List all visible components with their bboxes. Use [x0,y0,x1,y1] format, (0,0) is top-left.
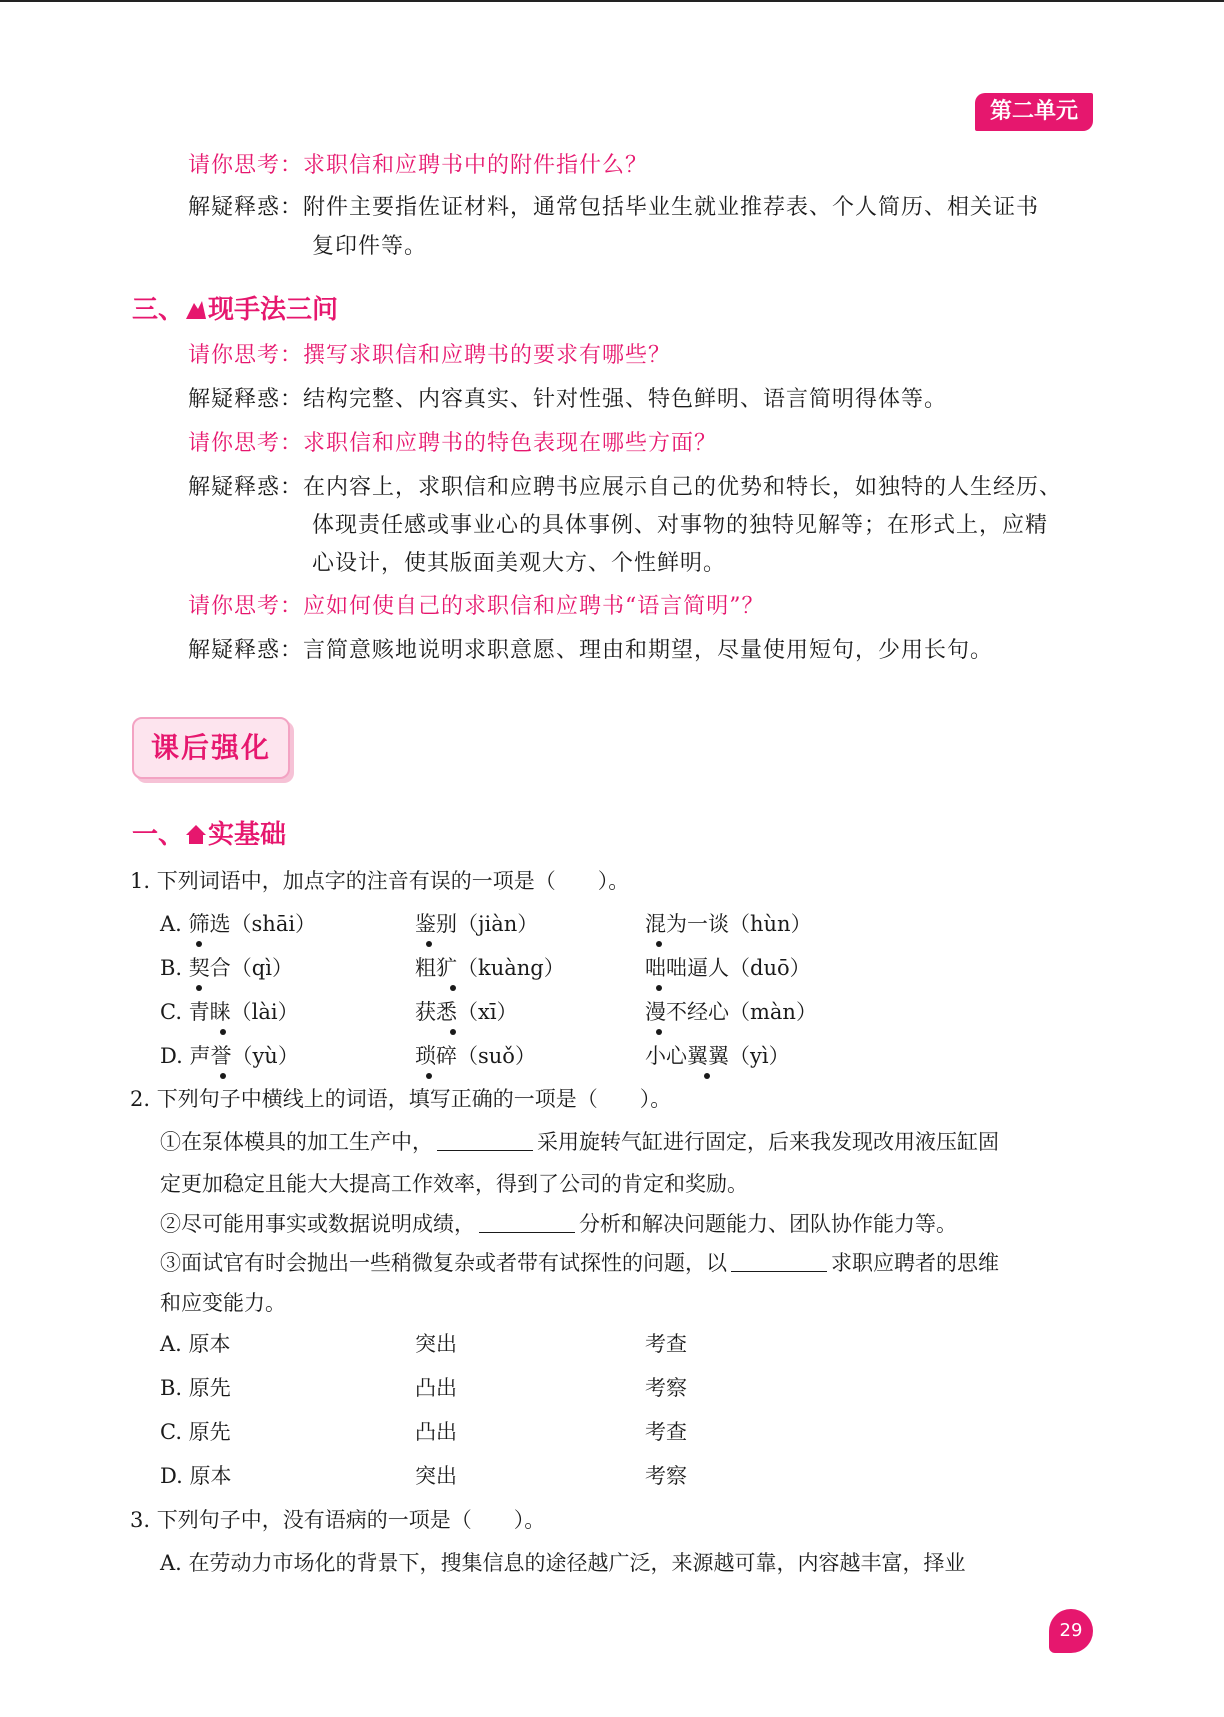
fill-blank [437,1132,533,1151]
sentence-line: 和应变能力。 [160,1291,286,1315]
option-cell: B. 契合（qì） [160,956,293,980]
fill-blank [479,1214,575,1233]
answer-text: 附件主要指佐证材料，通常包括毕业生就业推荐表、个人简历、相关证书 [303,195,1040,220]
answer-continuation: 体现责任感或事业心的具体事例、对事物的独特见解等；在形式上，应精 [312,513,1049,538]
option-cell: 突出 [415,1464,457,1488]
option-cell: C. 青睐（lài） [160,1000,299,1024]
section-title: 现手法三问 [208,295,339,325]
section-number: 一、 [132,820,185,850]
answer-label: 解疑释惑： [188,638,304,663]
option-cell: 考察 [645,1376,687,1400]
section-heading-3 [132,293,338,327]
question-stem: 3. 下列句子中，没有语病的一项是（ ）。 [130,1508,546,1532]
page-number: 29 [1049,1609,1093,1653]
emphasis-dot [426,1073,432,1079]
option-line: A. 在劳动力市场化的背景下，搜集信息的途径越广泛，来源越可靠，内容越丰富，择业 [160,1551,966,1575]
option-cell: A. 原本 [160,1332,231,1356]
question-stem: 1. 下列词语中，加点字的注音有误的一项是（ ）。 [130,869,630,893]
answer-line [188,473,1062,503]
answer-text: 在内容上，求职信和应聘书应展示自己的优势和特长，如独特的人生经历、 [303,475,1063,500]
answer-line [188,636,993,666]
question-text: 应如何使自己的求职信和应聘书“语言简明”？ [303,594,765,619]
option-cell: D. 原本 [160,1464,232,1488]
emphasis-dot [196,985,202,991]
option-cell: 鉴别（jiàn） [415,912,539,936]
sentence-line [160,1127,999,1157]
question-text: 求职信和应聘书的特色表现在哪些方面？ [303,431,718,456]
emphasis-dot [656,1029,662,1035]
option-cell: 小心翼翼（yì） [645,1044,790,1068]
question-stem: 2. 下列句子中横线上的词语，填写正确的一项是（ ）。 [130,1087,672,1111]
answer-continuation: 心设计，使其版面美观大方、个性鲜明。 [312,551,727,576]
emphasis-dot [704,1073,710,1079]
question-line [188,151,648,181]
option-cell: 考查 [645,1420,687,1444]
option-cell: 粗犷（kuàng） [415,956,565,980]
fill-blank [731,1253,827,1272]
option-cell: 漫不经心（màn） [645,1000,817,1024]
emphasis-dot [450,985,456,991]
section-heading-1 [132,818,286,852]
question-line [188,429,717,459]
answer-label: 解疑释惑： [188,387,304,412]
answer-label: 解疑释惑： [188,195,304,220]
question-label: 请你思考： [188,153,304,178]
answer-continuation: 复印件等。 [312,234,428,259]
question-label: 请你思考： [188,343,304,368]
unit-tab: 第二单元 [975,93,1093,131]
question-label: 请你思考： [188,431,304,456]
sentence-text: ③面试官有时会抛出一些稍微复杂或者带有试探性的问题，以 [160,1251,727,1275]
option-cell: C. 原先 [160,1420,231,1444]
question-line [188,341,671,371]
top-rule [0,0,1224,2]
sentence-line [160,1209,957,1239]
section-number: 三、 [132,295,185,325]
question-text: 求职信和应聘书中的附件指什么？ [303,153,649,178]
question-label: 请你思考： [188,594,304,619]
emphasis-dot [196,941,202,947]
question-text: 撰写求职信和应聘书的要求有哪些？ [303,343,672,368]
emphasis-dot [220,1073,226,1079]
option-cell: 突出 [415,1332,457,1356]
answer-line [188,193,1039,223]
house-icon [184,822,208,846]
after-class-badge: 课后强化 [132,717,290,779]
question-line [188,592,765,622]
option-cell: A. 筛选（shāi） [160,912,317,936]
option-cell: 获悉（xī） [415,1000,518,1024]
emphasis-dot [656,985,662,991]
emphasis-dot [426,941,432,947]
option-cell: 凸出 [415,1420,457,1444]
option-cell: B. 原先 [160,1376,231,1400]
option-cell: 考察 [645,1464,687,1488]
answer-text: 言简意赅地说明求职意愿、理由和期望，尽量使用短句，少用长句。 [303,638,994,663]
answer-label: 解疑释惑： [188,475,304,500]
option-cell: D. 声誉（yù） [160,1044,299,1068]
climber-icon [184,297,208,321]
sentence-text: 采用旋转气缸进行固定，后来我发现改用液压缸固 [537,1130,999,1154]
option-cell: 考查 [645,1332,687,1356]
option-cell: 琐碎（suǒ） [415,1044,536,1068]
answer-line [188,385,947,415]
sentence-text: 求职应聘者的思维 [831,1251,999,1275]
emphasis-dot [656,941,662,947]
sentence-text: ②尽可能用事实或数据说明成绩， [160,1212,475,1236]
option-cell: 混为一谈（hùn） [645,912,812,936]
sentence-text: ①在泵体模具的加工生产中， [160,1130,433,1154]
emphasis-dot [220,1029,226,1035]
sentence-line [160,1248,999,1278]
sentence-line: 定更加稳定且能大大提高工作效率，得到了公司的肯定和奖励。 [160,1172,748,1196]
section-title: 实基础 [208,820,287,850]
option-cell: 咄咄逼人（duō） [645,956,811,980]
emphasis-dot [450,1029,456,1035]
sentence-text: 分析和解决问题能力、团队协作能力等。 [579,1212,957,1236]
answer-text: 结构完整、内容真实、针对性强、特色鲜明、语言简明得体等。 [303,387,948,412]
option-cell: 凸出 [415,1376,457,1400]
